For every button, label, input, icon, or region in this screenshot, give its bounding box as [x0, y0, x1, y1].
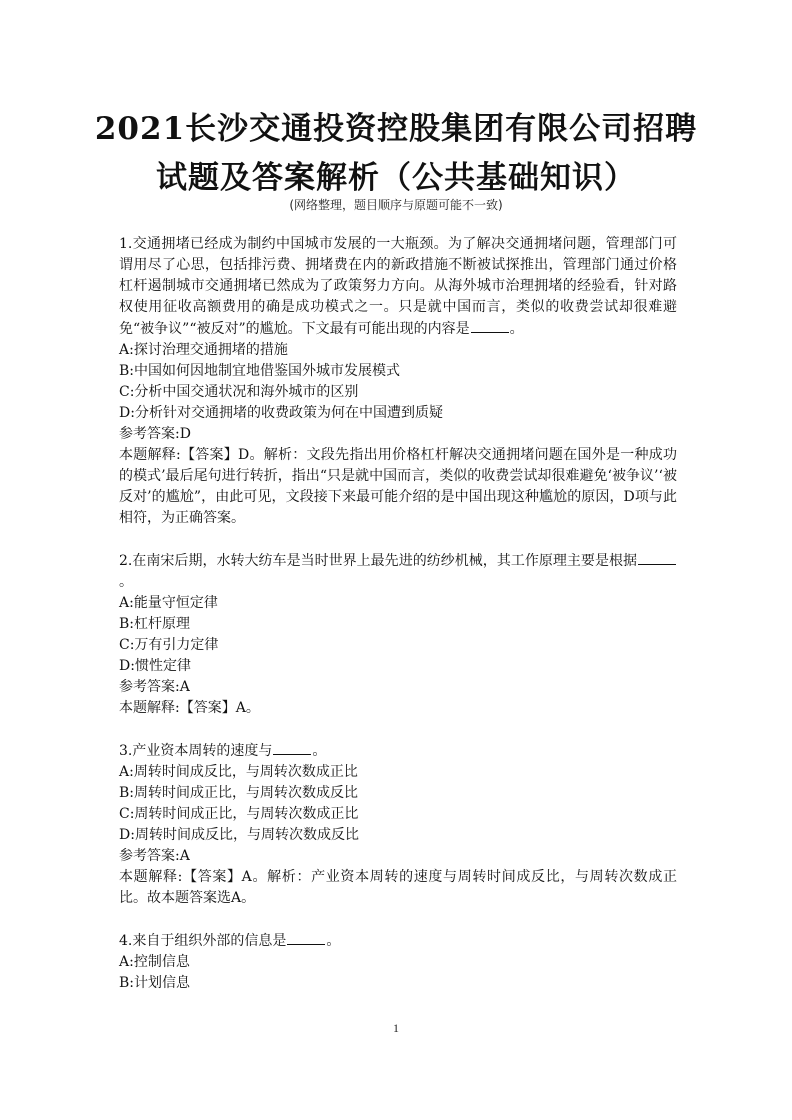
- question-stem-end: 。: [312, 743, 327, 759]
- answer-blank: [273, 740, 311, 755]
- answer-blank: [287, 930, 325, 945]
- question-stem-end: 。: [509, 321, 524, 337]
- option-a: A:控制信息: [119, 954, 190, 970]
- question-stem: [119, 234, 677, 340]
- question-2: [119, 550, 677, 719]
- document-title-line-2: 试题及答案解析（公共基础知识）: [156, 160, 636, 196]
- explanation: 本题解释:【答案】A。解析：产业资本周转的速度与周转时间成反比，与周转次数成正比。故本题答案选A。: [119, 869, 677, 906]
- option-d: D:惯性定律: [119, 658, 191, 674]
- question-stem-text: 2.在南宋后期，水转大纺车是当时世界上最先进的纺纱机械，其工作原理主要是根据: [119, 553, 637, 569]
- option-b: B:中国如何因地制宜地借鉴国外城市发展模式: [119, 363, 401, 379]
- question-stem: [119, 930, 677, 952]
- option-d: D:周转时间成反比，与周转次数成反比: [119, 827, 359, 843]
- option-a: A:周转时间成反比，与周转次数成正比: [119, 764, 358, 780]
- answer-blank: [638, 550, 676, 565]
- question-stem: [119, 740, 677, 762]
- reference-answer: 参考答案:A: [119, 679, 190, 695]
- document-title-line-1: 2021长沙交通投资控股集团有限公司招聘: [94, 111, 698, 147]
- question-stem-text: 1.交通拥堵已经成为制约中国城市发展的一大瓶颈。为了解决交通拥堵问题，管理部门可谓用尽了心思，包括排污费、拥堵费在内的新政措施不断被试探推出，管理部门通过价格杠杆遏制城市交通拥堵已然成为了政策努力方向。从海外城市治理拥堵的经验看，针对路权使用征收高额费用的确是成功模式之一。只是就中国而言，类似的收费尝试却很难避免“被争议”“被反对”的尴尬。下文最有可能出现的内容是: [119, 236, 677, 337]
- reference-answer: 参考答案:D: [119, 426, 191, 442]
- document-subtitle: (网络整理，题目顺序与原题可能不一致): [289, 198, 503, 212]
- option-d: D:分析针对交通拥堵的收费政策为何在中国遭到质疑: [119, 405, 443, 421]
- question-list: [119, 234, 677, 1015]
- option-b: B:周转时间成正比，与周转次数成反比: [119, 785, 359, 801]
- option-b: B:杠杆原理: [119, 616, 191, 632]
- answer-blank: [471, 318, 509, 333]
- question-stem-end: 。: [119, 574, 133, 590]
- option-c: C:万有引力定律: [119, 637, 219, 653]
- explanation: 本题解释:【答案】D。解析：文段先指出用价格杠杆解决交通拥堵问题在国外是一种成功的模式’最后尾句进行转折，指出“只是就中国而言，类似的收费尝试却很难避免‘被争议’‘被反对’的尴尬”，由此可见，文段接下来最可能介绍的是中国出现这种尴尬的原因，D项与此相符，为正确答案。: [119, 447, 677, 526]
- question-stem: [119, 550, 677, 593]
- explanation: 本题解释:【答案】A。: [119, 700, 260, 716]
- question-stem-text: 3.产业资本周转的速度与: [119, 743, 273, 759]
- reference-answer: 参考答案:A: [119, 848, 190, 864]
- question-3: [119, 740, 677, 909]
- option-c: C:周转时间成正比，与周转次数成正比: [119, 806, 359, 822]
- question-stem-end: 。: [326, 933, 341, 949]
- page-number: 1: [393, 1021, 399, 1035]
- question-1: [119, 234, 677, 529]
- option-b: B:计划信息: [119, 975, 191, 991]
- question-4: [119, 930, 677, 994]
- option-a: A:探讨治理交通拥堵的措施: [119, 342, 288, 358]
- option-a: A:能量守恒定律: [119, 595, 218, 611]
- question-stem-text: 4.来自于组织外部的信息是: [119, 933, 287, 949]
- option-c: C:分析中国交通状况和海外城市的区别: [119, 384, 359, 400]
